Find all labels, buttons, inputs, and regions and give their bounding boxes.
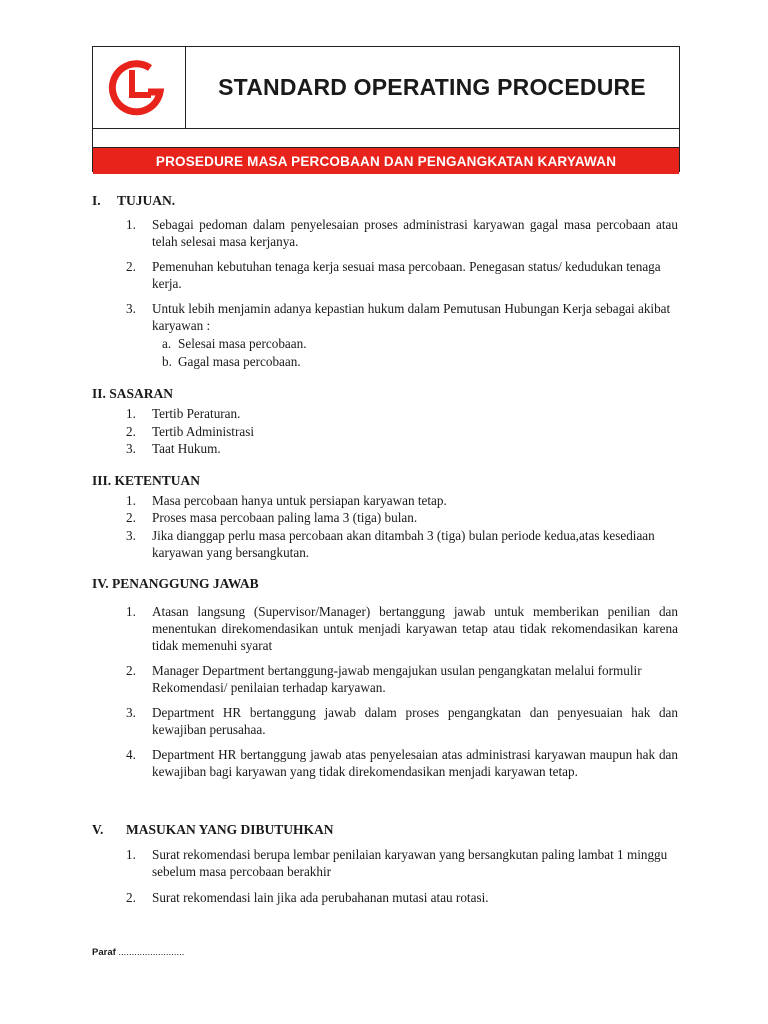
section-heading-penanggung-jawab: IV. PENANGGUNG JAWAB	[92, 576, 259, 591]
item-number: 2.	[126, 259, 136, 274]
item-text: Department HR bertanggung jawab atas penyelesaian atas administrasi karyawan maupun hak dan kewajiban bagi karyawan yang tidak direkomendasikan menjadi karyawan tetap.	[152, 747, 678, 779]
item-number: 2.	[126, 663, 136, 678]
list-item	[126, 746, 678, 780]
section-title: TUJUAN.	[117, 193, 176, 208]
item-number: 1.	[126, 604, 136, 619]
company-logo-icon	[106, 58, 168, 116]
item-text: Atasan langsung (Supervisor/Manager) bertanggung jawab untuk memberikan penilian dan menentukan direkomendasikan untuk menjadi karyawan tetap atau tidak rekomendasikan karena tidak memenuhi syarat	[152, 604, 678, 653]
sub-item-letter: b.	[162, 354, 172, 369]
paraf-signature-line	[92, 947, 184, 958]
item-number: 4.	[126, 747, 136, 762]
item-text: Department HR bertanggung jawab dalam proses pengangkatan dan penyesuaian hak dan kewajiban perusahaa.	[152, 705, 678, 737]
section-heading-sasaran: II. SASARAN	[92, 386, 174, 401]
sop-header-table	[92, 46, 680, 172]
header-top-row	[93, 47, 679, 129]
item-text: Taat Hukum.	[152, 441, 221, 456]
sub-item-text: Gagal masa percobaan.	[178, 354, 301, 369]
list-item	[126, 704, 678, 738]
item-text: Jika dianggap perlu masa percobaan akan ditambah 3 (tiga) bulan periode kedua,atas kesediaan karyawan yang bersangkutan.	[152, 528, 655, 560]
document-title: STANDARD OPERATING PROCEDURE	[218, 74, 646, 100]
sub-list-item	[162, 353, 301, 370]
item-text: Surat rekomendasi lain jika ada perubahanan mutasi atau rotasi.	[152, 890, 489, 905]
list-item	[126, 662, 678, 696]
logo-cell	[93, 47, 186, 128]
list-item	[126, 216, 678, 250]
list-item	[126, 405, 678, 422]
list-item	[126, 492, 678, 509]
section-heading-tujuan	[92, 193, 176, 209]
item-number: 1.	[126, 493, 136, 508]
sub-list-item	[162, 335, 307, 352]
item-number: 1.	[126, 406, 136, 421]
item-text: Untuk lebih menjamin adanya kepastian hukum dalam Pemutusan Hubungan Kerja sebagai akibat karyawan :	[152, 301, 671, 333]
list-item	[126, 423, 678, 440]
item-text: Manager Department bertanggung-jawab mengajukan usulan pengangkatan melalui formulir Rekomendasi/ penilaian terhadap karyawan.	[152, 663, 642, 695]
item-number: 3.	[126, 441, 136, 456]
list-item	[126, 258, 678, 292]
section-heading-ketentuan: III. KETENTUAN	[92, 473, 201, 488]
item-text: Tertib Peraturan.	[152, 406, 241, 421]
item-number: 3.	[126, 528, 136, 543]
section-number: V.	[92, 822, 104, 837]
procedure-subtitle-bar: PROSEDURE MASA PERCOBAAN DAN PENGANGKATAN KARYAWAN	[93, 147, 679, 174]
item-text: Proses masa percobaan paling lama 3 (tiga) bulan.	[152, 510, 418, 525]
item-number: 1.	[126, 217, 136, 232]
list-item	[126, 889, 678, 906]
item-text: Surat rekomendasi berupa lembar penilaian karyawan yang bersangkutan paling lambat 1 minggu sebelum masa percobaan berakhir	[152, 847, 668, 879]
item-number: 2.	[126, 424, 136, 439]
item-number: 1.	[126, 847, 136, 862]
item-text: Masa percobaan hanya untuk persiapan karyawan tetap.	[152, 493, 447, 508]
item-number: 3.	[126, 705, 136, 720]
section-heading-masukan	[92, 822, 334, 838]
list-item	[126, 846, 678, 880]
paraf-label: Paraf	[92, 947, 116, 958]
list-item	[126, 440, 678, 457]
sub-item-letter: a.	[162, 336, 172, 351]
list-item	[126, 527, 678, 561]
item-text: Tertib Administrasi	[152, 424, 255, 439]
list-item	[126, 603, 678, 654]
item-text: Sebagai pedoman dalam penyelesaian proses administrasi karyawan gagal masa percobaan atau telah selesai masa kerjanya.	[152, 217, 678, 249]
section-number: I.	[92, 193, 101, 208]
item-text: Pemenuhan kebutuhan tenaga kerja sesuai masa percobaan. Penegasan status/ kedudukan tenaga kerja.	[152, 259, 661, 291]
list-item	[126, 300, 678, 334]
paraf-dots: .........................	[118, 947, 185, 958]
item-number: 2.	[126, 510, 136, 525]
item-number: 2.	[126, 890, 136, 905]
list-item	[126, 509, 678, 526]
sub-item-text: Selesai masa percobaan.	[178, 336, 307, 351]
section-title: MASUKAN YANG DIBUTUHKAN	[126, 822, 334, 837]
item-number: 3.	[126, 301, 136, 316]
